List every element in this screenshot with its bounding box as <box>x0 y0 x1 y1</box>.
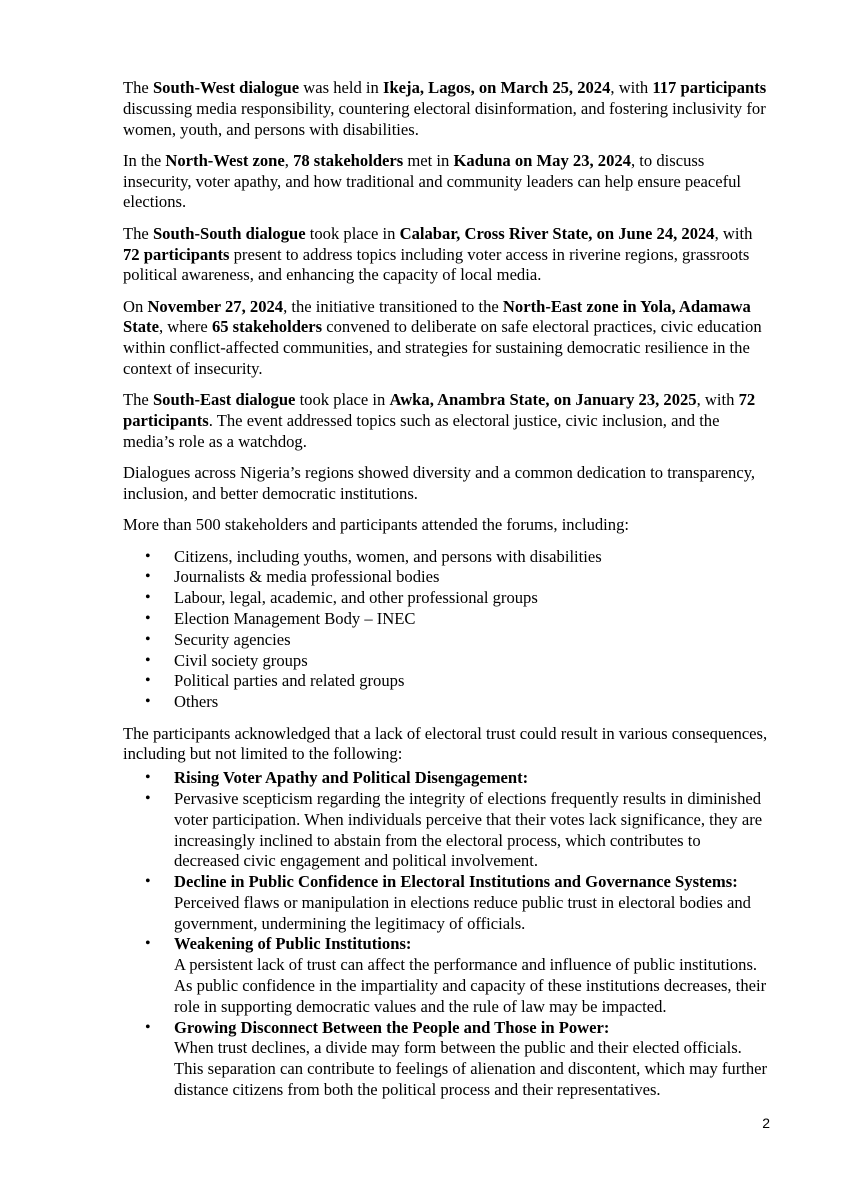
consequence-body: A persistent lack of trust can affect the performance and influence of public institutions. As public confidence in the impartiality and capacity of these institutions decreases, their role in supporting democratic values and the rule of law may be impacted. <box>174 955 767 1016</box>
list-item: • Civil society groups <box>123 651 768 672</box>
paragraph-diversity: Dialogues across Nigeria’s regions showed diversity and a common dedication to transparency, inclusion, and better democratic institutions. <box>123 463 756 504</box>
consequences-list <box>123 768 768 1101</box>
paragraph-consequences-intro: The participants acknowledged that a lack of electoral trust could result in various consequences, including but not limited to the following: <box>123 723 768 764</box>
consequence-heading: • Weakening of Public Institutions: <box>174 934 412 954</box>
list-item <box>123 789 768 872</box>
list-item <box>123 934 768 1017</box>
list-item: • Election Management Body – INEC <box>123 609 768 630</box>
paragraph-north-east: On November 27, 2024, the initiative transitioned to the North-East zone in Yola, Adamawa State, where 65 stakeholders convened to deliberate on safe electoral practices, civic education within conflict-affected communities, and strategies for sustaining democratic resilience in the context of insecurity. <box>123 296 762 379</box>
paragraph-south-east: The South-East dialogue took place in Awka, Anambra State, on January 23, 2025, with 72 participants. The event addressed topics such as electoral justice, civic inclusion, and the media’s role as a watchdog. <box>123 390 756 451</box>
list-item: • Labour, legal, academic, and other professional groups <box>123 588 768 609</box>
consequence-body: • Pervasive scepticism regarding the integrity of elections frequently results in diminished voter participation. When individuals perceive that their votes lack significance, they are increasingly inclined to abstain from the electoral process, which contributes to decreased civic engagement and political involvement. <box>174 788 763 871</box>
list-item: • Political parties and related groups <box>123 671 768 692</box>
paragraph-north-west: In the North-West zone, 78 stakeholders met in Kaduna on May 23, 2024, to discuss insecurity, voter apathy, and how traditional and community leaders can help ensure peaceful elections. <box>123 150 742 212</box>
paragraph-south-west: The South-West dialogue was held in Ikeja, Lagos, on March 25, 2024, with 117 participants discussing media responsibility, countering electoral disinformation, and fostering inclusivity for women, youth, and persons with disabilities. <box>123 78 767 139</box>
list-item: • Security agencies <box>123 630 768 651</box>
list-item <box>123 872 768 934</box>
page-number: 2 <box>762 1115 770 1131</box>
consequence-heading: • Rising Voter Apathy and Political Disengagement: <box>174 768 529 788</box>
list-item <box>123 1018 768 1101</box>
paragraph-south-south: The South-South dialogue took place in Calabar, Cross River State, on June 24, 2024, with 72 participants present to address topics including voter access in riverine regions, grassroots political awareness, and enhancing the capacity of local media. <box>123 223 753 285</box>
consequence-heading: • Growing Disconnect Between the People and Those in Power: <box>174 1017 610 1037</box>
list-item: • Citizens, including youths, women, and persons with disabilities <box>123 547 768 568</box>
paragraph-attendance: More than 500 stakeholders and participants attended the forums, including: <box>123 515 629 535</box>
consequence-body: When trust declines, a divide may form between the public and their elected officials. This separation can contribute to feelings of alienation and discontent, which may further distance citizens from both the political process and their representatives. <box>174 1038 768 1100</box>
consequence-body: Perceived flaws or manipulation in elections reduce public trust in electoral bodies and government, undermining the legitimacy of officials. <box>174 892 751 933</box>
list-item: • Others <box>123 692 768 713</box>
attendee-list <box>123 547 768 713</box>
list-item: • Journalists & media professional bodies <box>123 567 768 588</box>
list-item <box>123 768 768 789</box>
consequence-heading: • Decline in Public Confidence in Electoral Institutions and Governance Systems: <box>174 872 738 892</box>
